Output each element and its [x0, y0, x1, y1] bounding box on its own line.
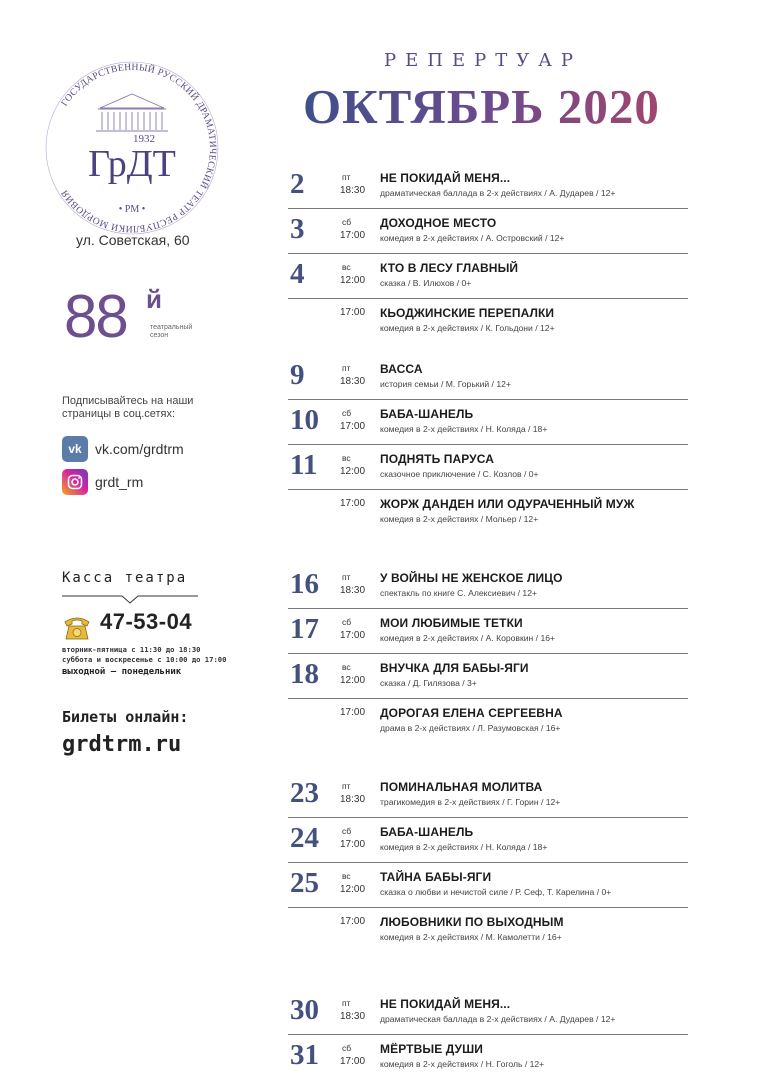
- event-day: 2: [290, 168, 305, 200]
- event-description: комедия в 2-х действиях / Н. Коляда / 18+: [380, 842, 548, 852]
- event-title: НЕ ПОКИДАЙ МЕНЯ...: [380, 997, 511, 1011]
- event-title: ДОРОГАЯ ЕЛЕНА СЕРГЕЕВНА: [380, 706, 563, 720]
- schedule-row: [288, 996, 688, 1035]
- box-office-phone[interactable]: 47-53-04: [100, 609, 193, 634]
- event-title: ЛЮБОВНИКИ ПО ВЫХОДНЫМ: [380, 915, 564, 929]
- event-day: 4: [290, 258, 305, 290]
- theatre-logo: [44, 60, 220, 236]
- event-day: 24: [290, 822, 319, 854]
- event-title: МОИ ЛЮБИМЫЕ ТЕТКИ: [380, 616, 523, 630]
- event-description: комедия в 2-х действиях / К. Гольдони / 12+: [380, 323, 555, 333]
- event-title: ДОХОДНОЕ МЕСТО: [380, 216, 497, 230]
- box-office-title: Касса театра: [62, 570, 188, 586]
- schedule-row: [288, 451, 688, 490]
- event-description: сказка / Д. Гилязова / 3+: [380, 678, 477, 688]
- event-time: 12:00: [340, 675, 366, 686]
- schedule-row: [288, 305, 688, 343]
- schedule-row: [288, 406, 688, 445]
- event-weekday: сб: [342, 217, 352, 227]
- schedule-row: [288, 660, 688, 699]
- schedule-row: [288, 779, 688, 818]
- telephone-icon: [62, 612, 92, 642]
- season-suffix: й: [146, 284, 162, 314]
- event-weekday: пт: [342, 172, 351, 182]
- event-description: спектакль по книге С. Алексиевич / 12+: [380, 588, 538, 598]
- vk-icon: vk: [62, 436, 88, 462]
- event-title: ПОМИНАЛЬНАЯ МОЛИТВА: [380, 780, 543, 794]
- season-number: 88: [64, 283, 127, 350]
- event-weekday: пт: [342, 572, 351, 582]
- event-day: 23: [290, 777, 319, 809]
- event-title: МЁРТВЫЕ ДУШИ: [380, 1042, 483, 1056]
- schedule-row: [288, 824, 688, 863]
- event-description: драматическая баллада в 2-х действиях / А. Дударев / 12+: [380, 1014, 616, 1024]
- schedule-list: [288, 170, 688, 1079]
- event-time: 18:30: [340, 794, 366, 805]
- logo-year: 1932: [133, 133, 155, 145]
- event-description: комедия в 2-х действиях / Н. Гоголь / 12+: [380, 1059, 545, 1069]
- event-weekday: пт: [342, 363, 351, 373]
- event-weekday: сб: [342, 408, 352, 418]
- event-time: 17:00: [340, 916, 366, 927]
- instagram-icon: [62, 469, 88, 495]
- hours-weekday: вторник-пятница с 11:30 до 18:30: [62, 645, 201, 654]
- event-time: 18:30: [340, 1011, 366, 1022]
- schedule-row: [288, 170, 688, 209]
- schedule-row: [288, 705, 688, 743]
- event-weekday: пт: [342, 998, 351, 1008]
- event-time: 18:30: [340, 585, 366, 596]
- event-description: комедия в 2-х действиях / Н. Коляда / 18+: [380, 424, 548, 434]
- event-description: комедия в 2-х действиях / А. Островский / 12+: [380, 233, 565, 243]
- tickets-site-link[interactable]: grdtrm.ru: [62, 732, 182, 757]
- schedule-row: [288, 496, 688, 534]
- event-title: КЬОДЖИНСКИЕ ПЕРЕПАЛКИ: [380, 306, 555, 320]
- repertoire-subtitle: РЕПЕРТУАР: [384, 50, 582, 71]
- event-weekday: сб: [342, 826, 352, 836]
- schedule-row: [288, 615, 688, 654]
- event-title: КТО В ЛЕСУ ГЛАВНЫЙ: [380, 261, 519, 275]
- event-day: 18: [290, 658, 319, 690]
- event-day: 10: [290, 404, 319, 436]
- subscribe-text: Подписывайтесь на наши страницы в соц.сетях:: [62, 395, 194, 420]
- theatre-address: ул. Советская, 60: [76, 232, 190, 248]
- event-description: комедия в 2-х действиях / А. Коровкин / 16+: [380, 633, 556, 643]
- season-badge: [64, 282, 204, 352]
- event-title: У ВОЙНЫ НЕ ЖЕНСКОЕ ЛИЦО: [380, 571, 563, 585]
- event-weekday: сб: [342, 617, 352, 627]
- event-weekday: вс: [342, 871, 351, 881]
- event-time: 18:30: [340, 376, 366, 387]
- event-time: 17:00: [340, 1056, 366, 1067]
- event-day: 31: [290, 1039, 319, 1071]
- page-title: ОКТЯБРЬ 2020: [303, 79, 660, 134]
- event-time: 17:00: [340, 307, 366, 318]
- event-title: БАБА-ШАНЕЛЬ: [380, 407, 474, 421]
- instagram-link[interactable]: [62, 469, 143, 495]
- event-title: ВАССА: [380, 362, 423, 376]
- event-time: 17:00: [340, 707, 366, 718]
- event-time: 17:00: [340, 839, 366, 850]
- logo-abbr: ГрДТ: [88, 143, 176, 185]
- event-title: ВНУЧКА ДЛЯ БАБЫ-ЯГИ: [380, 661, 529, 675]
- event-description: комедия в 2-х действиях / М. Камолетти / 16+: [380, 932, 562, 942]
- logo-region: • РМ •: [118, 204, 146, 215]
- season-caption: театральный сезон: [150, 324, 193, 339]
- event-time: 12:00: [340, 466, 366, 477]
- event-weekday: пт: [342, 781, 351, 791]
- box-office-hours: [62, 645, 226, 665]
- hours-weekend: суббота и воскресенье с 10:00 до 17:00: [62, 655, 227, 664]
- event-description: комедия в 2-х действиях / Мольер / 12+: [380, 514, 539, 524]
- logo-ring-text: ГОСУДАРСТВЕННЫЙ РУССКИЙ ДРАМАТИЧЕСКИЙ ТЕАТР РЕСПУБЛИКИ МОРДОВИЯ: [59, 61, 219, 235]
- event-day: 3: [290, 213, 305, 245]
- event-description: драма в 2-х действиях / Л. Разумовская / 16+: [380, 723, 561, 733]
- schedule-row: [288, 361, 688, 400]
- schedule-row: [288, 869, 688, 908]
- event-day: 30: [290, 994, 319, 1026]
- event-description: сказка о любви и нечистой силе / Р. Сеф, Т. Карелина / 0+: [380, 887, 612, 897]
- box-office-divider: [62, 592, 198, 606]
- event-description: история семьи / М. Горький / 12+: [380, 379, 511, 389]
- event-description: драматическая баллада в 2-х действиях / А. Дударев / 12+: [380, 188, 616, 198]
- event-description: сказочное приключение / С. Козлов / 0+: [380, 469, 539, 479]
- event-title: БАБА-ШАНЕЛЬ: [380, 825, 474, 839]
- event-day: 17: [290, 613, 319, 645]
- schedule-row: [288, 260, 688, 299]
- event-title: ЖОРЖ ДАНДЕН ИЛИ ОДУРАЧЕННЫЙ МУЖ: [380, 497, 635, 511]
- event-time: 12:00: [340, 884, 366, 895]
- schedule-row: [288, 914, 688, 952]
- schedule-row: [288, 1041, 688, 1079]
- vk-link[interactable]: [62, 436, 184, 462]
- event-title: ТАЙНА БАБЫ-ЯГИ: [380, 870, 492, 884]
- event-time: 12:00: [340, 275, 366, 286]
- instagram-link-text[interactable]: grdt_rm: [95, 474, 144, 490]
- schedule-row: [288, 215, 688, 254]
- event-weekday: вс: [342, 453, 351, 463]
- event-description: сказка / В. Илюхов / 0+: [380, 278, 472, 288]
- tickets-label: Билеты онлайн:: [62, 708, 189, 726]
- event-day: 25: [290, 867, 319, 899]
- event-time: 17:00: [340, 498, 366, 509]
- event-title: НЕ ПОКИДАЙ МЕНЯ...: [380, 171, 511, 185]
- event-day: 16: [290, 568, 319, 600]
- event-time: 17:00: [340, 421, 366, 432]
- schedule-row: [288, 570, 688, 609]
- event-title: ПОДНЯТЬ ПАРУСА: [380, 452, 494, 466]
- event-description: трагикомедия в 2-х действиях / Г. Горин / 12+: [380, 797, 561, 807]
- event-weekday: вс: [342, 262, 351, 272]
- event-day: 11: [290, 449, 318, 481]
- box-office-day-off: выходной – понедельник: [62, 667, 182, 677]
- event-time: 17:00: [340, 630, 366, 641]
- event-time: 18:30: [340, 185, 366, 196]
- event-day: 9: [290, 359, 305, 391]
- event-time: 17:00: [340, 230, 366, 241]
- event-weekday: вс: [342, 662, 351, 672]
- event-weekday: сб: [342, 1043, 352, 1053]
- theatre-building-icon: [96, 94, 168, 131]
- vk-link-text[interactable]: vk.com/grdtrm: [95, 441, 184, 457]
